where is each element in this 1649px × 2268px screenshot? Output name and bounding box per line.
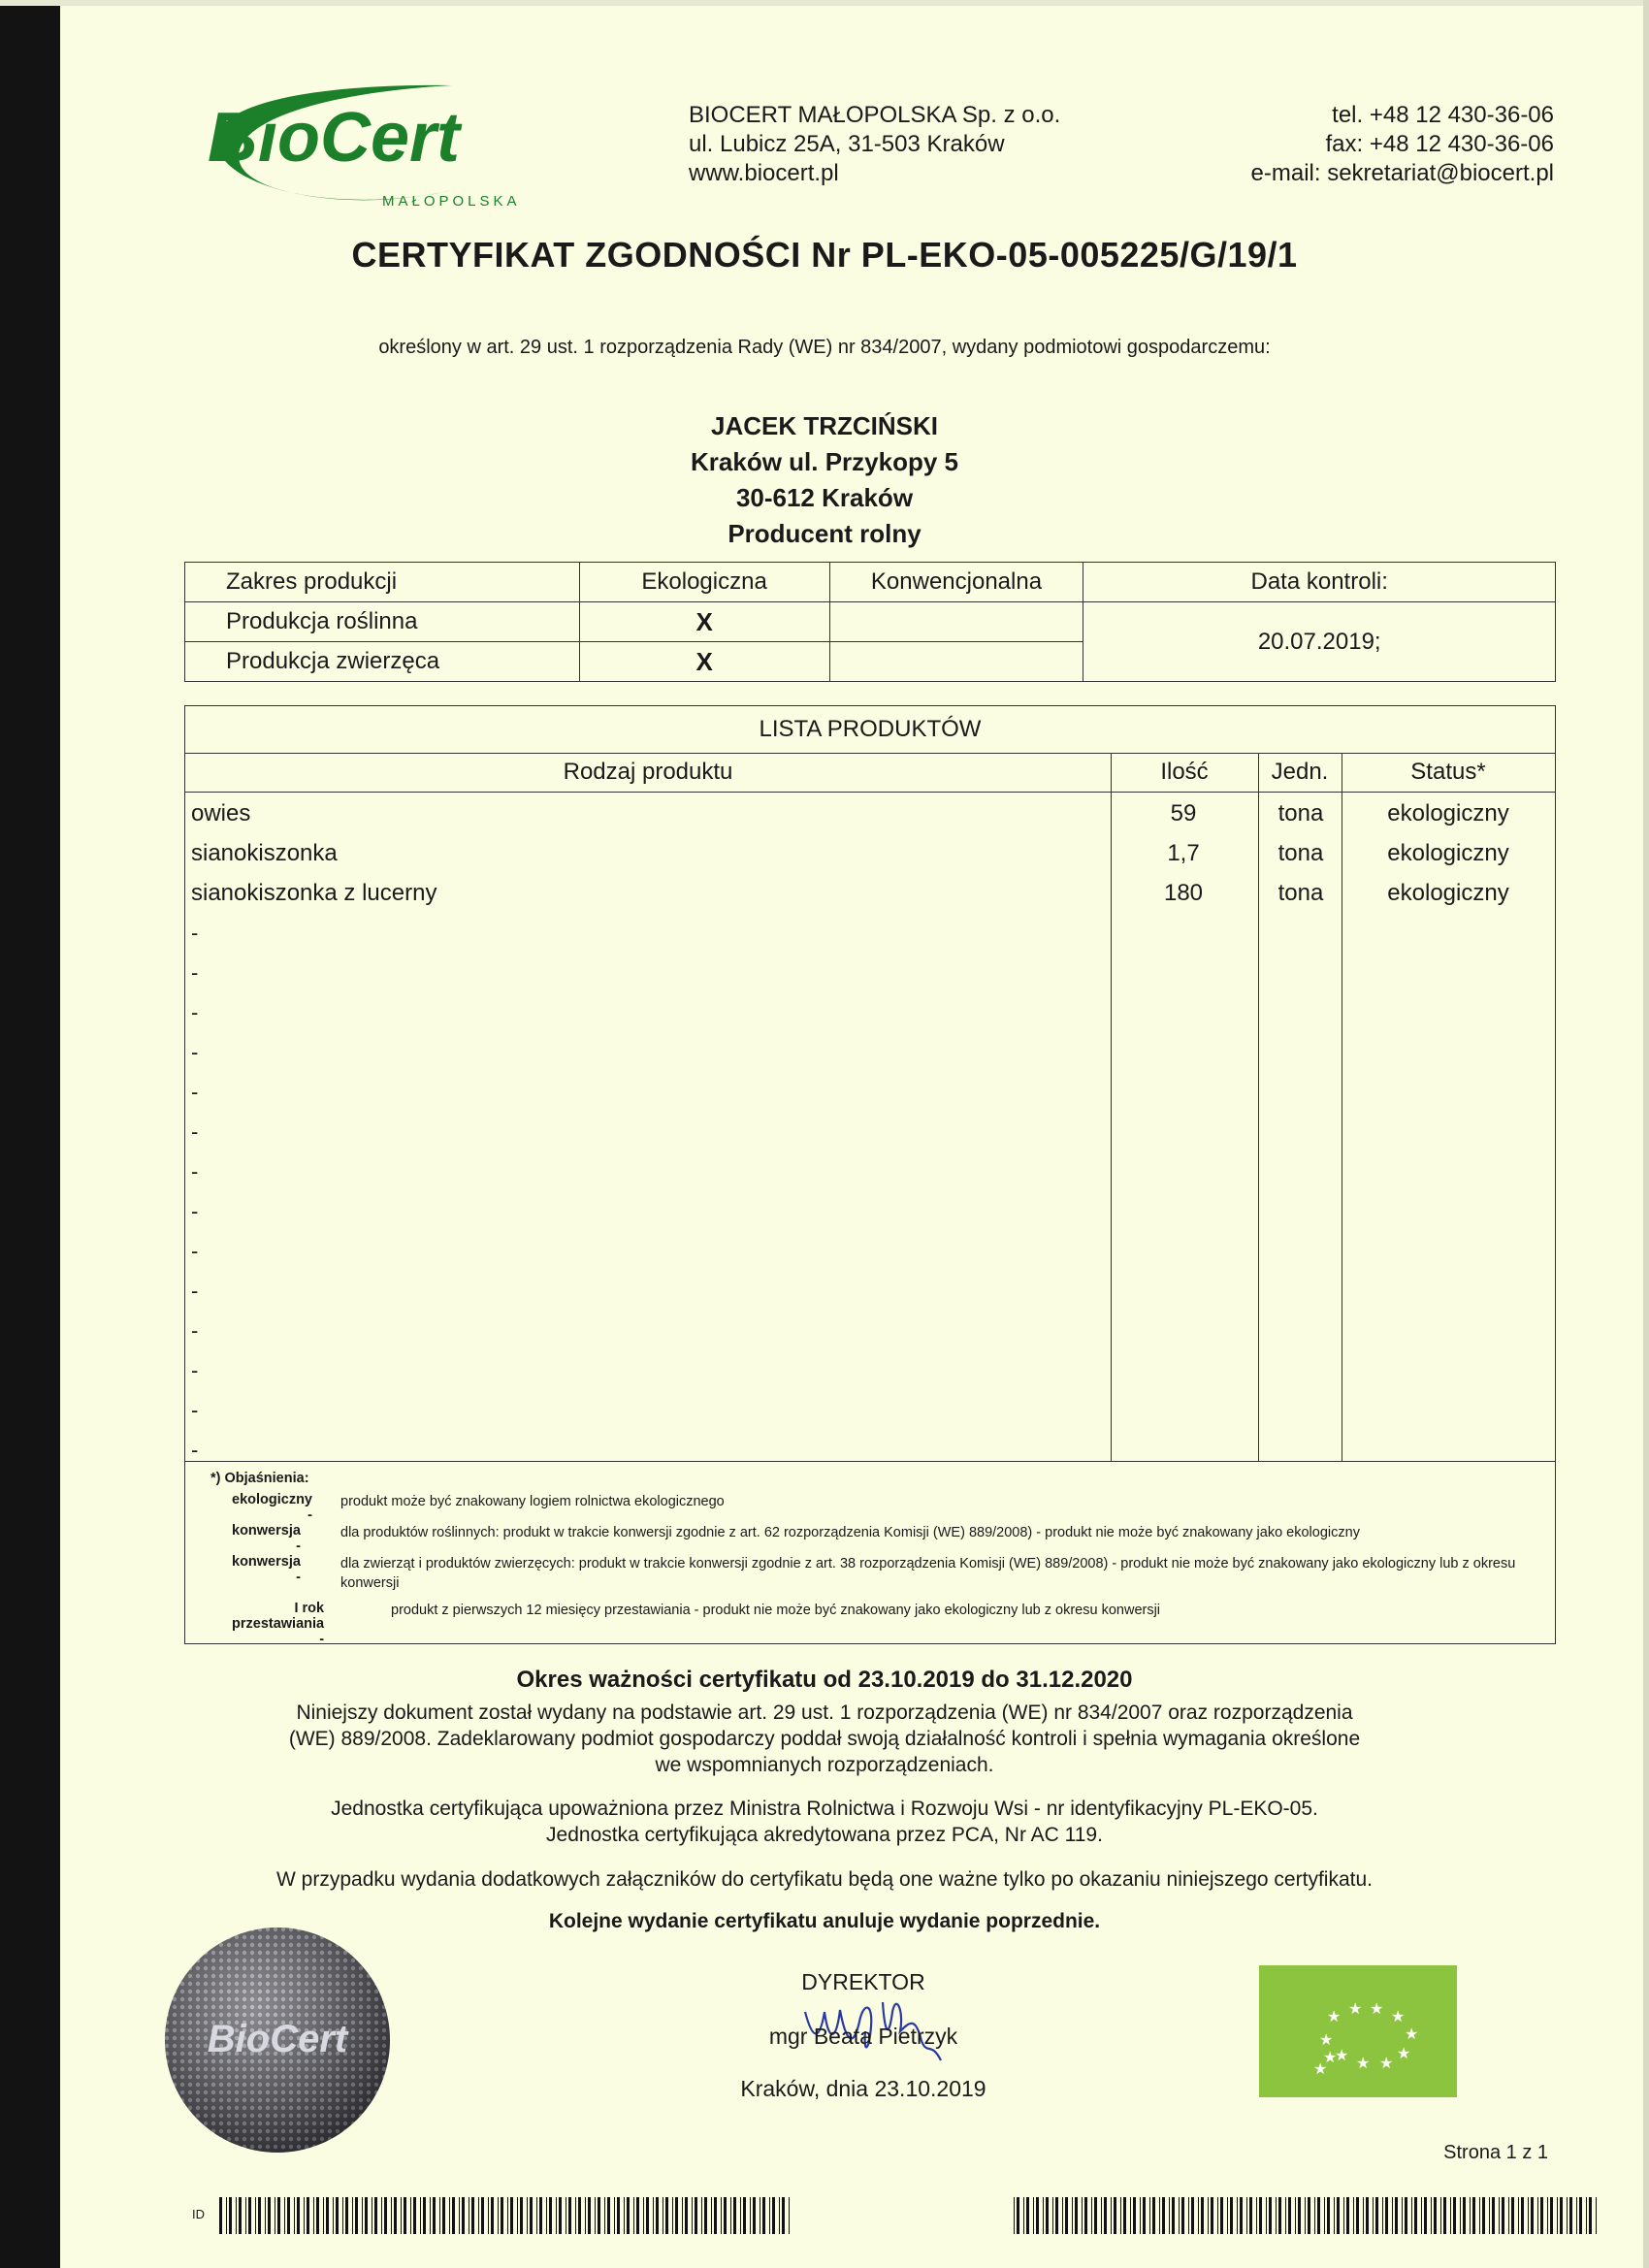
- holder-name: JACEK TRZCIŃSKI: [710, 411, 938, 440]
- barcode-right: [1014, 2197, 1600, 2234]
- holder-block: [0, 408, 1649, 552]
- holder-type: Producent rolny: [728, 519, 922, 548]
- svg-text:★: ★: [1335, 2048, 1349, 2064]
- empty-product-row: -: [191, 1438, 199, 1462]
- scope-conv-mark: [829, 602, 1083, 642]
- scope-header: Data kontroli:: [1083, 563, 1556, 602]
- empty-product-row: -: [191, 1040, 199, 1064]
- scope-label: Produkcja zwierzęca: [185, 642, 580, 682]
- product-status: ekologiczny: [1387, 880, 1509, 906]
- biocert-logo: [180, 64, 549, 219]
- certificate-intro: określony w art. 29 ust. 1 rozporządzenia Rady (WE) nr 834/2007, wydany podmiotowi gospodarczemu:: [378, 337, 1271, 358]
- empty-product-row: -: [191, 960, 199, 985]
- legal-paragraph-3: W przypadku wydania dodatkowych załączników do certyfikatu będą one ważne tylko po okazaniu niniejszego certyfikatu.: [276, 1868, 1373, 1891]
- note-text: produkt może być znakowany logiem rolnictwa ekologicznego: [340, 1494, 725, 1509]
- scope-eco-mark: X: [579, 602, 829, 642]
- company-website: www.biocert.pl: [689, 160, 839, 186]
- note-key: konwersja -: [232, 1554, 301, 1585]
- hologram-seal: [163, 1926, 392, 2155]
- page-number: Strona 1 z 1: [1443, 2142, 1548, 2163]
- note-text: produkt z pierwszych 12 miesięcy przestawiania - produkt nie może być znakowany jako ekologiczny lub z okresu konwersji: [391, 1603, 1161, 1618]
- legal-paragraph-4: Kolejne wydanie certyfikatu anuluje wydanie poprzednie.: [548, 1910, 1101, 1932]
- product-header: Rodzaj produktu: [185, 753, 1111, 793]
- company-block: [689, 101, 1060, 188]
- signer-title: DYREKTOR: [801, 1969, 925, 1994]
- eu-organic-leaf-icon: [1259, 1965, 1457, 2097]
- empty-product-row: -: [191, 1159, 199, 1183]
- empty-product-row: -: [191, 1358, 199, 1382]
- legal-line: Jednostka certyfikująca upoważniona przez Ministra Rolnictwa i Rozwoju Wsi - nr identyfikacyjny PL-EKO-05.: [331, 1798, 1318, 1820]
- signer-name: mgr Beata Pietrzyk: [768, 2024, 958, 2049]
- product-list: [184, 705, 1556, 1647]
- scope-table: [184, 562, 1556, 682]
- legal-line: Jednostka certyfikująca akredytowana przez PCA, Nr AC 119.: [546, 1824, 1103, 1846]
- id-label: ID: [192, 2207, 205, 2221]
- legal-line: (WE) 889/2008. Zadeklarowany podmiot gospodarczy poddał swoją działalność kontroli i spełnia wymagania określone: [288, 1728, 1361, 1750]
- svg-text:★: ★: [1319, 2032, 1334, 2049]
- empty-product-row: -: [191, 1318, 199, 1343]
- scope-header: Ekologiczna: [579, 563, 829, 602]
- product-status: ekologiczny: [1387, 800, 1509, 826]
- notes-divider: [185, 1461, 1555, 1462]
- product-header: Status*: [1342, 753, 1555, 793]
- holder-city: 30-612 Kraków: [735, 483, 914, 512]
- contact-tel: tel. +48 12 430-36-06: [1332, 102, 1554, 128]
- empty-product-row: -: [191, 1199, 199, 1223]
- svg-text:★: ★: [1327, 2009, 1342, 2025]
- product-unit: tona: [1277, 880, 1324, 906]
- handwritten-signature: [795, 1973, 951, 2070]
- product-list-title: LISTA PRODUKTÓW: [185, 706, 1555, 754]
- svg-text:★: ★: [1313, 2061, 1328, 2078]
- product-qty: 1,7: [1167, 840, 1200, 866]
- product-name: sianokiszonka z lucerny: [191, 880, 437, 906]
- product-qty: 59: [1170, 800, 1197, 826]
- scope-eco-mark: X: [579, 642, 829, 682]
- place-date: Kraków, dnia 23.10.2019: [740, 2076, 986, 2101]
- svg-text:★: ★: [1323, 2050, 1338, 2066]
- scope-conv-mark: [829, 642, 1083, 682]
- svg-text:★: ★: [1348, 2001, 1363, 2018]
- legal-paragraph-2: [0, 1796, 1649, 1848]
- empty-product-row: -: [191, 921, 199, 945]
- hologram-text: BioCert: [207, 2018, 348, 2060]
- scope-row: [185, 602, 1556, 642]
- product-name: owies: [191, 800, 251, 826]
- legal-line: we wspomnianych rozporządzeniach.: [655, 1754, 994, 1776]
- scope-label: Produkcja roślinna: [185, 602, 580, 642]
- scan-edge-top: [0, 0, 1649, 6]
- svg-text:★: ★: [1379, 2056, 1394, 2072]
- note-text: dla zwierząt i produktów zwierzęcych: produkt w trakcie konwersji zgodnie z art. 38 rozporządzenia Komisji (WE) 889/2008) - produkt nie może być znakowany jako ekologiczny lub z okresu konwersji: [340, 1556, 1516, 1591]
- empty-product-row: -: [191, 1398, 199, 1422]
- product-unit: tona: [1277, 840, 1324, 866]
- svg-text:★: ★: [1370, 2001, 1384, 2018]
- empty-product-row: -: [191, 1239, 199, 1263]
- contact-fax: fax: +48 12 430-36-06: [1325, 131, 1554, 157]
- svg-text:★: ★: [1405, 2026, 1419, 2043]
- notes-header: *) Objaśnienia:: [210, 1471, 309, 1486]
- product-row: [185, 873, 1555, 913]
- empty-product-row: -: [191, 1119, 199, 1144]
- product-name: sianokiszonka: [191, 840, 338, 866]
- note-key: ekologiczny -: [232, 1492, 312, 1523]
- product-qty: 180: [1163, 880, 1204, 906]
- empty-product-row: -: [191, 1080, 199, 1104]
- svg-text:★: ★: [1397, 2046, 1411, 2062]
- logo-text: BioCert: [208, 99, 461, 177]
- company-name: BIOCERT MAŁOPOLSKA Sp. z o.o.: [689, 102, 1061, 128]
- holder-street: Kraków ul. Przykopy 5: [691, 447, 958, 476]
- product-rows: [185, 794, 1555, 1470]
- product-header: Ilość: [1111, 753, 1258, 793]
- product-row: [185, 794, 1555, 833]
- note-key: I rok przestawiania -: [232, 1601, 325, 1647]
- scope-header: Konwencjonalna: [829, 563, 1083, 602]
- contact-block: [1251, 101, 1554, 188]
- product-row: [185, 833, 1555, 873]
- company-address: ul. Lubicz 25A, 31-503 Kraków: [689, 131, 1005, 157]
- product-header: Jedn.: [1258, 753, 1342, 793]
- certificate-title: CERTYFIKAT ZGODNOŚCI Nr PL-EKO-05-005225/G/19/1: [351, 235, 1298, 275]
- logo-sub: MAŁOPOLSKA: [382, 193, 521, 210]
- svg-text:★: ★: [1391, 2009, 1406, 2025]
- svg-text:★: ★: [1356, 2056, 1371, 2072]
- note-text: dla produktów roślinnych: produkt w trakcie konwersji zgodnie z art. 62 rozporządzenia Komisji (WE) 889/2008) - produkt nie może być znakowany jako ekologiczny: [340, 1525, 1360, 1540]
- legal-line: Niniejszy dokument został wydany na podstawie art. 29 ust. 1 rozporządzenia (WE) nr 834/2007 oraz rozporządzenia: [296, 1701, 1353, 1724]
- legal-paragraph-1: [0, 1700, 1649, 1778]
- empty-product-row: -: [191, 1279, 199, 1303]
- control-date: 20.07.2019;: [1083, 602, 1556, 682]
- scope-header: Zakres produkcji: [185, 563, 580, 602]
- empty-product-row: -: [191, 1000, 199, 1024]
- product-unit: tona: [1277, 800, 1324, 826]
- scope-header-row: [185, 563, 1556, 602]
- note-key: konwersja -: [232, 1523, 301, 1554]
- contact-email: e-mail: sekretariat@biocert.pl: [1250, 160, 1554, 186]
- validity-period: Okres ważności certyfikatu od 23.10.2019 do 31.12.2020: [516, 1667, 1133, 1693]
- product-status: ekologiczny: [1387, 840, 1509, 866]
- barcode-left: [219, 2197, 790, 2234]
